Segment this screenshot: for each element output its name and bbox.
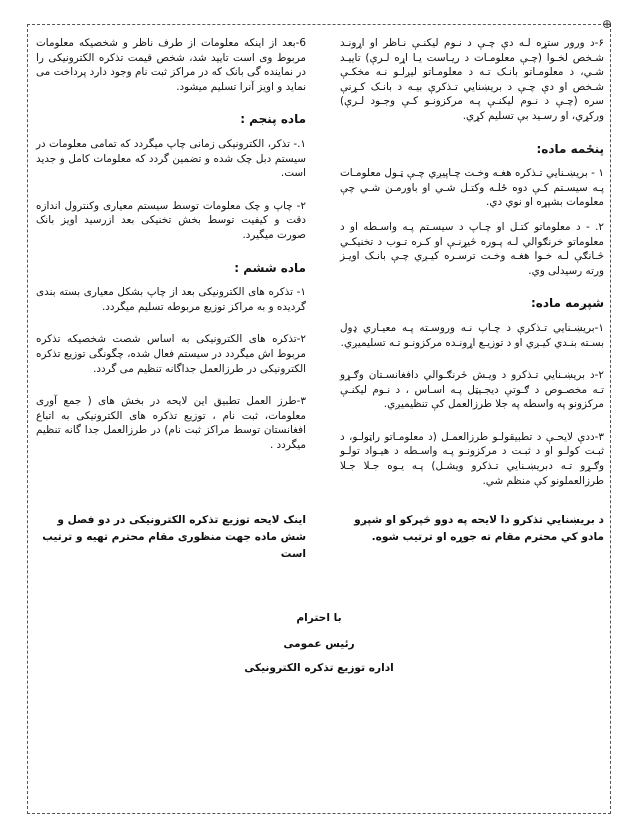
dari-article-5-clause-2: ۲- چاپ و چک معلومات توسط سیستم معیاری وکنترول اندازه دقت و کیفیت توسط بخش تخنیکی بعد ازرسید اویز بانک صورت میگیرد.	[36, 199, 306, 241]
dari-intro: 6-بعد از اینکه معلومات از طرف ناظر و شخصیکه معلومات مربوط وی است تایید شد، شخص قیمت تذکره الکترونیکی را در نماینده گی بانک که در مراکز ثبت نام وجود دارد پرداخت می نماید و اویز آنرا تسلیم میشود.	[36, 37, 306, 93]
dari-article-6-clause-2: ۲-تذکره های الکترونیکی به اساس شصت شخصیکه تذکره مربوط اش میگردد در سیستم فعال شده، چگونگی توزیع تذکره الکترونیکی در طرزالعمل جداگانه تنظیم می گردد.	[36, 333, 306, 375]
pashto-article-6-clause-3: ۳-ددې لايحـې د تطبيقولـو طرزالعمـل (د معلومـاتو راټولـو، د ثبـت کولـو او د ثبـت د مرکزونـو پـه واسـطه د هيـواد تولـو وګـړو تـه دبريښـنايي تـذکرو ويشـل) پـه يـوه جـلا جـلا طرزالعملونو کې منظم شي.	[340, 430, 604, 487]
pashto-heading-article-6: شپږمه ماده:	[530, 296, 604, 311]
dari-column	[36, 36, 306, 452]
pashto-article-6-clause-2: ۲-د بريښـنايي تـذکرو د ويـش څرنګـوالي دافغانسـتان وګـړو تـه مخصـوص د ګـوتې ديجـيټل پـه اسـاس ، د نـوم ليکنـې مرکزونو په واسطه په جلا طرزالعمل کې تنظيميږي.	[340, 369, 604, 411]
pashto-column	[340, 36, 604, 488]
corner-mark-icon: ⊕	[602, 17, 613, 31]
dari-article-6-clause-3: ۳-طرز العمل تطبیق این لایحه در بخش های ( جمع آوری معلومات، ثبت نام ، توزیع تذکره های الکترونیکی به اتباع افغانستان توسط مراکز ثبت نام) در طرزالعمل جدا گانه تنظیم میگردد .	[36, 395, 306, 451]
signature-title: رئیس عمومی	[283, 638, 355, 650]
pashto-article-5-clause-1: ۱ - بريښـنايي تـذکره هغـه وخـت چـاپيږي چـې ټـول معلومـات پـه سيسـتم کـې دوه ځلـه وکتـل شـي او باورمـن شـي چې معلومات بشپړه او نوي دي.	[340, 167, 604, 209]
dari-article-6-clause-1: ۱- تذکره های الکترونیکی بعد از چاپ بشکل معیاری بسته بندی گردیده و به مراکز توزیع مربوطه تسلیم میگردد.	[36, 286, 306, 313]
pashto-article-5-clause-2: ۲. - د معلوماتو کتـل او چـاپ د سيسـتم پـه واسـطه او د معلوماتو خرنګوالي لـه پـوره څيړنـې او کـره تـوب د تخنيکـي څـانګې لـه خـوا هغـه وخـت ترسـره کيـږي چـې بانـک اويـز ورته رسيدلى وي.	[340, 220, 604, 277]
dari-article-5-clause-1: ۱.- تذکر، الکترونیکی زمانی چاپ میگردد که تمامی معلومات در سیستم دبل چک شده و تضمین گردد که معلومات کامل و جدید است.	[36, 137, 306, 180]
dari-heading-article-5: ماده پنجم :	[240, 112, 306, 127]
dari-heading-article-6: ماده ششم :	[234, 260, 306, 275]
dari-closing-statement: اینک لایحه توزیع تذکره الکترونیکی در دو فصل و شش ماده جهت منظوری مقام محترم تهیه و ترتیب است	[42, 514, 306, 560]
signature-regards: با احترام	[296, 612, 342, 624]
pashto-closing-statement: د بريښنايي تذکرو دا لايحه په دوو څپرکو او شپږو مادو کي محترم مقام ته جوړه او ترتيب شوه.	[354, 514, 604, 543]
pashto-article-6-clause-1: ۱-بريښـنايي تـذکرې د چـاپ نـه وروسـته پـه معيـاري ډول بسـته بنـدي کيـږي او د توزيـع اړونـده مرکزونـو تـه تسليميږي.	[340, 321, 604, 349]
signature-office: اداره توزیع تذکره الکترونیکی	[244, 662, 394, 674]
pashto-heading-article-5: پنځمه ماده:	[536, 141, 604, 156]
pashto-intro: ۶-د ورور ستړه لـه دې چـې د نـوم ليکنـې نـاظر او اړونـد شـخص لخـوا (چـې معلومـات د ريـاست يـا اړه لـرې) تاييـد شـي، د معلومـاتو بانـک تـه د معلومـاتو ليږلـو نـه مخکـې شـخص او دې چـې د بريښنايي تـذکرې بيـه د بانـک کـړنې سره (چـې د نـوم ليکنـې پـه مرکزونـو کـې وجـود لـرې) ورکړي، او رسـيد بې تسليم کړي.	[340, 37, 604, 122]
